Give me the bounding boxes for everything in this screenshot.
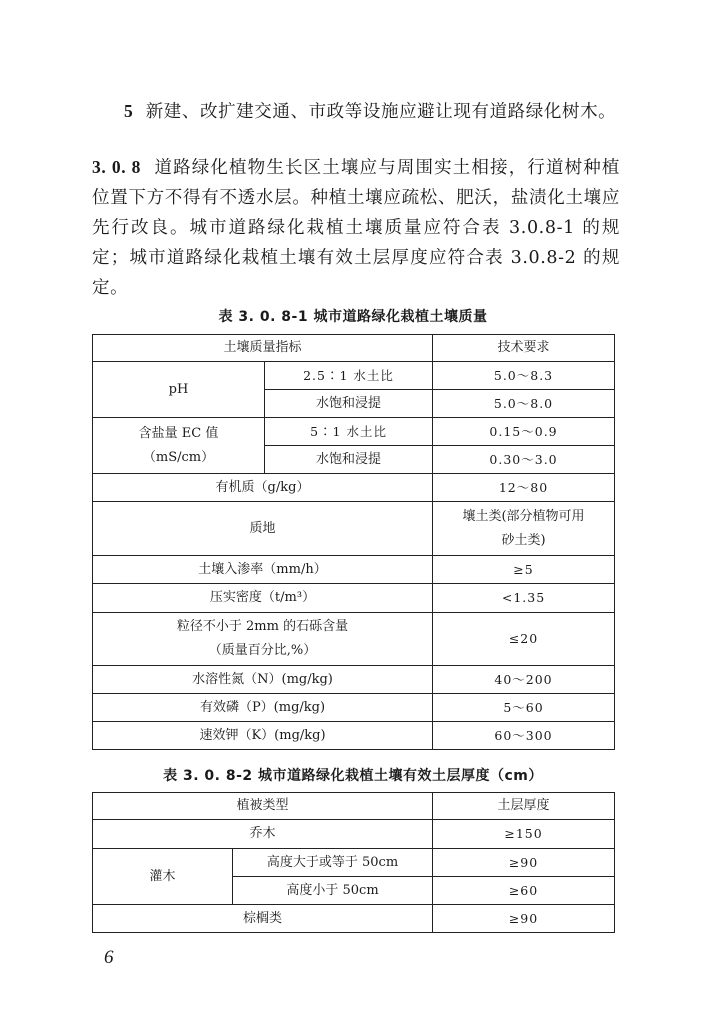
table-cell: ≤20 [433,613,615,666]
table-cell: 0.15～0.9 [433,418,615,446]
table-cell: 高度大于或等于 50cm [233,849,433,877]
gravel-label-line-2: （质量百分比,%） [208,643,317,658]
paragraph-text: 新建、改扩建交通、市政等设施应避让现有道路绿化树木。 [145,102,617,122]
table-cell: 棕榈类 [93,905,433,933]
table-header-requirement: 技术要求 [433,335,615,362]
paragraph-clause-3-0-8 [92,152,620,303]
ec-label-line-2: （mS/cm） [142,449,215,465]
item-number: 5 [124,101,134,121]
table-cell: ≥5 [433,556,615,584]
table-cell: 60～300 [433,722,615,750]
table-caption: 表 3. 0. 8-2 城市道路绿化栽植土壤有效土层厚度（cm） [163,768,543,784]
table-cell: 水饱和浸提 [265,446,433,474]
soil-quality-table [92,334,615,750]
table-cell: ≥90 [433,849,615,877]
table-cell: 5.0～8.3 [433,362,615,390]
table-cell: 乔木 [93,820,433,849]
table-cell: 高度小于 50cm [233,877,433,905]
gravel-label-line-1: 粒径不小于 2mm 的石砾含量 [176,619,349,634]
table-cell: ≥60 [433,877,615,905]
table-cell: 5～60 [433,694,615,722]
table-cell: 质地 [93,502,433,556]
row-label-ph: pH [93,362,265,418]
table-cell: <1.35 [433,584,615,613]
table-cell: 有效磷（P）(mg/kg) [93,694,433,722]
table-header-thickness: 土层厚度 [433,793,615,820]
soil-depth-table [92,792,615,933]
texture-value-cell [433,502,615,556]
table-cell: 土壤入渗率（mm/h） [93,556,433,584]
paragraph-item-5 [92,96,620,127]
table-cell: 5∶1 水土比 [265,418,433,446]
table-cell: ≥150 [433,820,615,849]
table-header-indicator: 土壤质量指标 [93,335,433,362]
table-cell: 5.0～8.0 [433,390,615,418]
table-cell: ≥90 [433,905,615,933]
gravel-label-cell [93,613,433,666]
texture-value-line-1: 壤土类(部分植物可用 [462,508,585,524]
ec-label-line-1: 含盐量 EC 值 [138,425,219,441]
table-cell: 40～200 [433,666,615,694]
table-cell: 水溶性氮（N）(mg/kg) [93,666,433,694]
table-cell: 水饱和浸提 [265,390,433,418]
texture-value-line-2: 砂土类) [501,532,546,548]
clause-number: 3. 0. 8 [92,157,142,177]
table-cell: 0.30～3.0 [433,446,615,474]
table-header-type: 植被类型 [93,793,433,820]
page-number: 6 [104,947,114,968]
table-cell: 速效钾（K）(mg/kg) [93,722,433,750]
table-cell: 压实密度（t/m³） [93,584,433,613]
row-label-ec [93,418,265,474]
paragraph-text: 道路绿化植物生长区土壤应与周围实土相接，行道树种植位置下方不得有不透水层。种植土壤应疏松、肥沃，盐渍化土壤应先行改良。城市道路绿化栽植土壤质量应符合表 3.0.8-1 的规定；城市道路绿化栽植土壤有效土层厚度应符合表 3.0.8-2 的规定。 [92,158,621,298]
table-cell: 12～80 [433,474,615,502]
table-cell: 2.5∶1 水土比 [265,362,433,390]
table-caption: 表 3. 0. 8-1 城市道路绿化栽植土壤质量 [218,309,488,325]
row-label-shrub: 灌木 [93,849,233,905]
table-cell: 有机质（g/kg） [93,474,433,502]
